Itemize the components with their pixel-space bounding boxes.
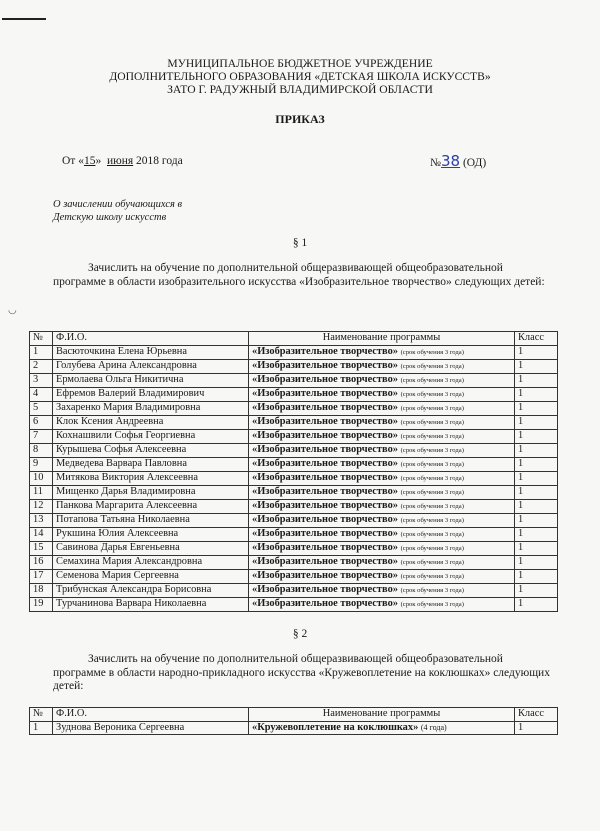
program-name: «Изобразительное творчество» [252, 401, 398, 413]
program-cell [249, 359, 515, 373]
row-number: 2 [30, 359, 53, 373]
program-cell [249, 401, 515, 415]
table-row [30, 721, 558, 735]
table-row [30, 583, 558, 597]
program-cell [249, 345, 515, 359]
col-program-header: Наименование программы [249, 332, 515, 346]
program-name: «Изобразительное творчество» [252, 485, 398, 497]
program-cell [249, 485, 515, 499]
table-row [30, 401, 558, 415]
table-row [30, 457, 558, 471]
row-number: 13 [30, 513, 53, 527]
header-line-2: ДОПОЛНИТЕЛЬНОГО ОБРАЗОВАНИЯ «ДЕТСКАЯ ШКОЛА ИСКУССТВ» [109, 70, 491, 83]
program-cell [249, 457, 515, 471]
row-number: 10 [30, 471, 53, 485]
table-header-row [30, 332, 558, 346]
program-duration: (срок обучения 3 года) [400, 446, 464, 454]
grade: 1 [515, 387, 558, 401]
table-row [30, 569, 558, 583]
section-2-table [29, 707, 558, 735]
student-name: Васюточкина Елена Юрьевна [53, 345, 249, 359]
student-name: Потапова Татьяна Николаевна [53, 513, 249, 527]
date-prefix: От « [62, 155, 84, 167]
program-cell [249, 499, 515, 513]
table-row [30, 415, 558, 429]
student-name: Савинова Дарья Евгеньевна [53, 541, 249, 555]
program-name: «Изобразительное творчество» [252, 569, 398, 581]
section-2-text: Зачислить на обучение по дополнительной общеразвивающей общеобразовательной программе в области народно-прикладного искусства «Кружевоплетение на коклюшках» следующих детей: [53, 653, 550, 692]
program-name: «Изобразительное творчество» [252, 583, 398, 595]
program-duration: (срок обучения 3 года) [400, 474, 464, 482]
row-number: 19 [30, 597, 53, 611]
student-name: Турчанинова Варвара Николаевна [53, 597, 249, 611]
program-cell [249, 721, 515, 735]
table-row [30, 485, 558, 499]
student-name: Ермолаева Ольга Никитична [53, 373, 249, 387]
col-num-header: № [30, 332, 53, 346]
student-name: Семенова Мария Сергеевна [53, 569, 249, 583]
grade: 1 [515, 597, 558, 611]
program-name: «Изобразительное творчество» [252, 471, 398, 483]
table-row [30, 387, 558, 401]
student-name: Медведева Варвара Павловна [53, 457, 249, 471]
grade: 1 [515, 359, 558, 373]
program-name: «Изобразительное творчество» [252, 499, 398, 511]
program-name: «Кружевоплетение на коклюшках» [252, 721, 419, 733]
program-duration: (срок обучения 3 года) [400, 348, 464, 356]
row-number: 1 [30, 345, 53, 359]
program-duration: (срок обучения 3 года) [400, 376, 464, 384]
row-number: 1 [30, 721, 53, 735]
col-name-header: Ф.И.О. [53, 332, 249, 346]
program-cell [249, 513, 515, 527]
program-duration: (срок обучения 3 года) [400, 586, 464, 594]
program-cell [249, 555, 515, 569]
student-name: Захаренко Мария Владимировна [53, 401, 249, 415]
program-duration: (срок обучения 3 года) [400, 432, 464, 440]
order-number-value: 38 [440, 152, 461, 170]
order-number-prefix: № [430, 157, 441, 169]
row-number: 5 [30, 401, 53, 415]
date-month: июня [106, 155, 134, 167]
program-duration: (срок обучения 3 года) [400, 600, 464, 608]
program-duration: (срок обучения 3 года) [400, 488, 464, 496]
col-num-header: № [30, 708, 53, 722]
pen-mark: ◡ [8, 305, 17, 316]
program-cell [249, 373, 515, 387]
table-row [30, 597, 558, 611]
row-number: 11 [30, 485, 53, 499]
table-row [30, 429, 558, 443]
program-duration: (срок обучения 3 года) [400, 572, 464, 580]
student-name: Зуднова Вероника Сергеевна [53, 721, 249, 735]
col-grade-header: Класс [515, 708, 558, 722]
order-number-suffix: (ОД) [462, 157, 487, 169]
table-row [30, 541, 558, 555]
institution-header [0, 57, 600, 96]
program-cell [249, 597, 515, 611]
program-cell [249, 569, 515, 583]
program-cell [249, 415, 515, 429]
grade: 1 [515, 443, 558, 457]
grade: 1 [515, 541, 558, 555]
program-duration: (4 года) [420, 722, 447, 732]
student-name: Курышева Софья Алексеевна [53, 443, 249, 457]
order-subject [53, 198, 182, 224]
row-number: 4 [30, 387, 53, 401]
grade: 1 [515, 499, 558, 513]
grade: 1 [515, 513, 558, 527]
table-row [30, 499, 558, 513]
student-name: Голубева Арина Александровна [53, 359, 249, 373]
student-name: Мищенко Дарья Владимировна [53, 485, 249, 499]
row-number: 8 [30, 443, 53, 457]
header-line-1: МУНИЦИПАЛЬНОЕ БЮДЖЕТНОЕ УЧРЕЖДЕНИЕ [167, 57, 433, 70]
row-number: 7 [30, 429, 53, 443]
program-duration: (срок обучения 3 года) [400, 558, 464, 566]
program-cell [249, 527, 515, 541]
program-name: «Изобразительное творчество» [252, 373, 398, 385]
subject-line-1: О зачислении обучающихся в [53, 199, 183, 210]
table-header-row [30, 708, 558, 722]
grade: 1 [515, 401, 558, 415]
program-duration: (срок обучения 3 года) [400, 502, 464, 510]
row-number: 6 [30, 415, 53, 429]
student-name: Панкова Маргарита Алексеевна [53, 499, 249, 513]
student-name: Клок Ксения Андреевна [53, 415, 249, 429]
student-name: Ефремов Валерий Владимирович [53, 387, 249, 401]
program-name: «Изобразительное творчество» [252, 555, 398, 567]
program-name: «Изобразительное творчество» [252, 541, 398, 553]
order-date [62, 155, 183, 167]
student-name: Митякова Виктория Алексеевна [53, 471, 249, 485]
table-row [30, 443, 558, 457]
program-duration: (срок обучения 3 года) [400, 404, 464, 412]
program-name: «Изобразительное творчество» [252, 345, 398, 357]
col-program-header: Наименование программы [249, 708, 515, 722]
program-duration: (срок обучения 3 года) [400, 460, 464, 468]
grade: 1 [515, 457, 558, 471]
table-row [30, 471, 558, 485]
program-duration: (срок обучения 3 года) [400, 544, 464, 552]
table-row [30, 359, 558, 373]
scan-mark [2, 18, 46, 20]
program-cell [249, 387, 515, 401]
grade: 1 [515, 429, 558, 443]
row-number: 9 [30, 457, 53, 471]
program-cell [249, 443, 515, 457]
grade: 1 [515, 721, 558, 735]
student-name: Трибунская Александра Борисовна [53, 583, 249, 597]
order-number [430, 152, 486, 170]
header-line-3: ЗАТО Г. РАДУЖНЫЙ ВЛАДИМИРСКОЙ ОБЛАСТИ [167, 83, 433, 96]
program-name: «Изобразительное творчество» [252, 527, 398, 539]
grade: 1 [515, 555, 558, 569]
student-name: Семахина Мария Александровна [53, 555, 249, 569]
program-duration: (срок обучения 3 года) [400, 362, 464, 370]
student-name: Рукшина Юлия Алексеевна [53, 527, 249, 541]
grade: 1 [515, 527, 558, 541]
program-cell [249, 429, 515, 443]
program-cell [249, 583, 515, 597]
col-name-header: Ф.И.О. [53, 708, 249, 722]
table-row [30, 373, 558, 387]
grade: 1 [515, 569, 558, 583]
row-number: 16 [30, 555, 53, 569]
document-title: ПРИКАЗ [275, 112, 325, 126]
table-row [30, 527, 558, 541]
date-year: 2018 года [136, 155, 183, 167]
program-name: «Изобразительное творчество» [252, 597, 398, 609]
program-duration: (срок обучения 3 года) [400, 530, 464, 538]
row-number: 12 [30, 499, 53, 513]
program-cell [249, 471, 515, 485]
program-name: «Изобразительное творчество» [252, 457, 398, 469]
program-name: «Изобразительное творчество» [252, 415, 398, 427]
section-1-table [29, 331, 558, 612]
row-number: 17 [30, 569, 53, 583]
row-number: 3 [30, 373, 53, 387]
program-duration: (срок обучения 3 года) [400, 516, 464, 524]
grade: 1 [515, 471, 558, 485]
row-number: 15 [30, 541, 53, 555]
row-number: 18 [30, 583, 53, 597]
program-duration: (срок обучения 3 года) [400, 418, 464, 426]
student-name: Кохнашвили Софья Георгиевна [53, 429, 249, 443]
program-duration: (срок обучения 3 года) [400, 390, 464, 398]
row-number: 14 [30, 527, 53, 541]
table-row [30, 555, 558, 569]
date-mid: » [95, 155, 102, 167]
program-name: «Изобразительное творчество» [252, 513, 398, 525]
program-name: «Изобразительное творчество» [252, 443, 398, 455]
grade: 1 [515, 583, 558, 597]
program-cell [249, 541, 515, 555]
subject-line-2: Детскую школу искусств [53, 212, 167, 223]
grade: 1 [515, 485, 558, 499]
section-1-heading: § 1 [292, 237, 308, 249]
section-1-text: Зачислить на обучение по дополнительной общеразвивающей общеобразовательной программе в области изобразительного искусства «Изобразительное творчество» следующих детей: [53, 262, 545, 288]
grade: 1 [515, 415, 558, 429]
col-grade-header: Класс [515, 332, 558, 346]
program-name: «Изобразительное творчество» [252, 429, 398, 441]
section-2-heading: § 2 [292, 628, 308, 640]
date-day: 15 [83, 155, 96, 167]
grade: 1 [515, 345, 558, 359]
grade: 1 [515, 373, 558, 387]
table-row [30, 345, 558, 359]
program-name: «Изобразительное творчество» [252, 387, 398, 399]
table-row [30, 513, 558, 527]
program-name: «Изобразительное творчество» [252, 359, 398, 371]
